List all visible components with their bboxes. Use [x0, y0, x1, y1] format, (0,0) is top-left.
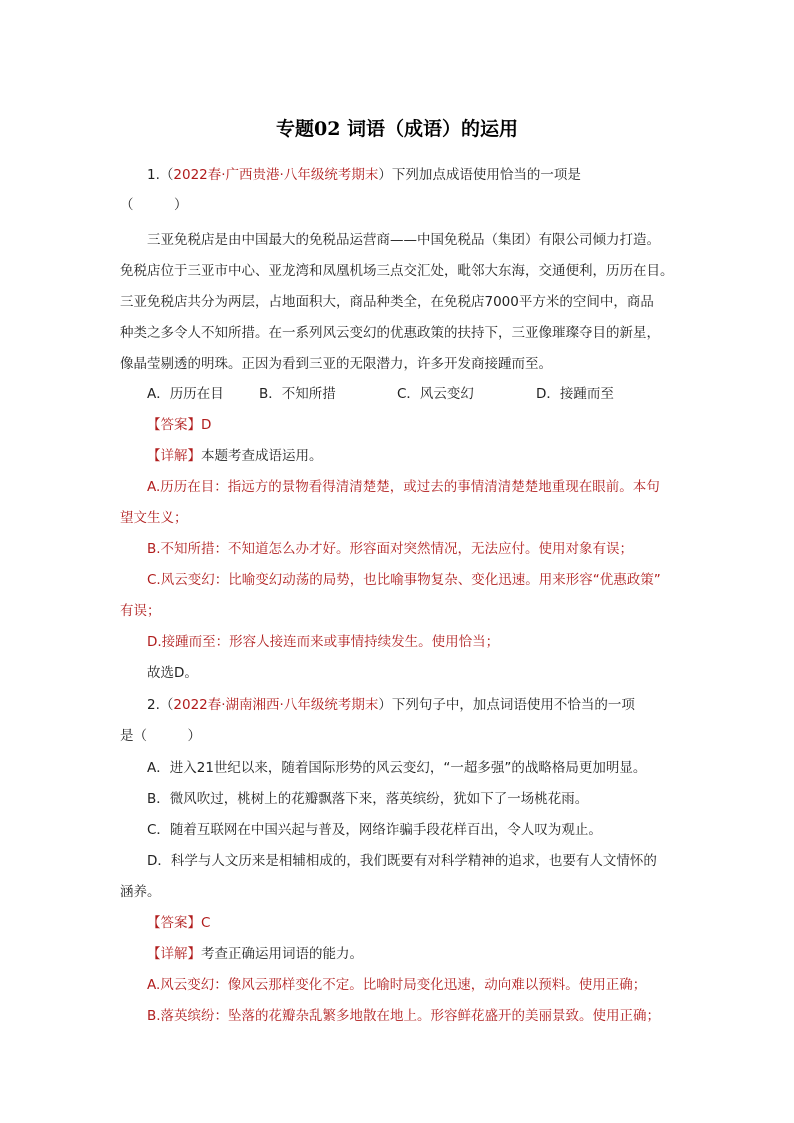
option-d-cont: 涵养。 — [120, 884, 161, 900]
conclusion-line: 故选D。 — [147, 665, 198, 681]
answer-value: D — [201, 417, 212, 433]
answer-value: C — [201, 915, 211, 931]
explanation-line: A.风云变幻：像风云那样变化不定。比喻时局变化迅速，动向难以预料。使用正确； — [147, 977, 647, 993]
option-d: D．接踵而至 — [536, 386, 614, 402]
page-title: 专题02 词语（成语）的运用 — [275, 118, 519, 140]
option-a: A．历历在目 — [147, 386, 224, 402]
detail-tag: 【详解】 — [147, 448, 201, 464]
detail-tag: 【详解】 — [147, 946, 201, 962]
question-1-number: 1. — [147, 167, 160, 183]
option-d: D．科学与人文历来是相辅相成的，我们既要有对科学精神的追求，也要有人文情怀的 — [147, 853, 657, 869]
question-2-stem-cont: 是（ ） — [120, 728, 201, 744]
explanation-line: 望文生义； — [120, 510, 188, 526]
question-1-options — [147, 385, 614, 403]
question-1-header: 1.（2022春·广西贵港·八年级统考期末）下列加点成语使用恰当的一项是 — [147, 167, 581, 183]
question-2-header: 2.（2022春·湖南湘西·八年级统考期末）下列句子中，加点词语使用不恰当的一项 — [147, 697, 635, 713]
passage-line: 免税店位于三亚市中心、亚龙湾和凤凰机场三点交汇处，毗邻大东海，交通便利，历历在目。 — [120, 263, 674, 279]
question-1-stem: 下列加点成语使用恰当的一项是 — [391, 167, 581, 183]
passage-line: 像晶莹剔透的明珠。正因为看到三亚的无限潜力，许多开发商接踵而至。 — [120, 356, 552, 372]
explanation-line: B.落英缤纷：坠落的花瓣杂乱繁多地散在地上。形容鲜花盛开的美丽景致。使用正确； — [147, 1008, 661, 1024]
passage-line: 三亚免税店共分为两层，占地面积大，商品种类全，在免税店7000平方米的空间中，商品 — [120, 294, 654, 310]
explanation-line: C.风云变幻：比喻变幻动荡的局势，也比喻事物复杂、变化迅速。用来形容“优惠政策” — [147, 572, 661, 588]
detail-intro: 考查正确运用词语的能力。 — [201, 946, 363, 962]
option-a: A．进入21世纪以来，随着国际形势的风云变幻，“一超多强”的战略格局更加明显。 — [147, 760, 647, 776]
answer-tag: 【答案】 — [147, 915, 201, 931]
option-b: B．微风吹过，桃树上的花瓣飘落下来，落英缤纷，犹如下了一场桃花雨。 — [147, 791, 589, 807]
answer-line — [147, 914, 210, 932]
detail-line — [147, 447, 323, 465]
option-c: C．随着互联网在中国兴起与普及，网络诈骗手段花样百出，令人叹为观止。 — [147, 822, 602, 838]
explanation-line: D.接踵而至：形容人接连而来或事情持续发生。使用恰当； — [147, 634, 500, 650]
passage-line: 种类之多令人不知所措。在一系列风云变幻的优惠政策的扶持下，三亚像璀璨夺目的新星， — [120, 325, 660, 341]
detail-intro: 本题考查成语运用。 — [201, 448, 323, 464]
question-2-stem: 下列句子中，加点词语使用不恰当的一项 — [391, 697, 635, 713]
question-1-blank: （ ） — [120, 197, 188, 213]
answer-tag: 【答案】 — [147, 417, 201, 433]
option-c: C．风云变幻 — [397, 386, 474, 402]
explanation-line: B.不知所措：不知道怎么办才好。形容面对突然情况，无法应付。使用对象有误； — [147, 541, 634, 557]
detail-line — [147, 945, 363, 963]
answer-line — [147, 416, 211, 434]
option-b: B．不知所措 — [259, 386, 336, 402]
question-2-number: 2. — [147, 697, 160, 713]
explanation-line: 有误； — [120, 603, 161, 619]
question-2-source: 2022春·湖南湘西·八年级统考期末 — [173, 697, 379, 713]
passage-line: 三亚免税店是由中国最大的免税品运营商——中国免税品（集团）有限公司倾力打造。 — [147, 232, 660, 248]
question-1-source: 2022春·广西贵港·八年级统考期末 — [173, 167, 379, 183]
explanation-line: A.历历在目：指远方的景物看得清清楚楚，或过去的事情清清楚楚地重现在眼前。本句 — [147, 479, 660, 495]
